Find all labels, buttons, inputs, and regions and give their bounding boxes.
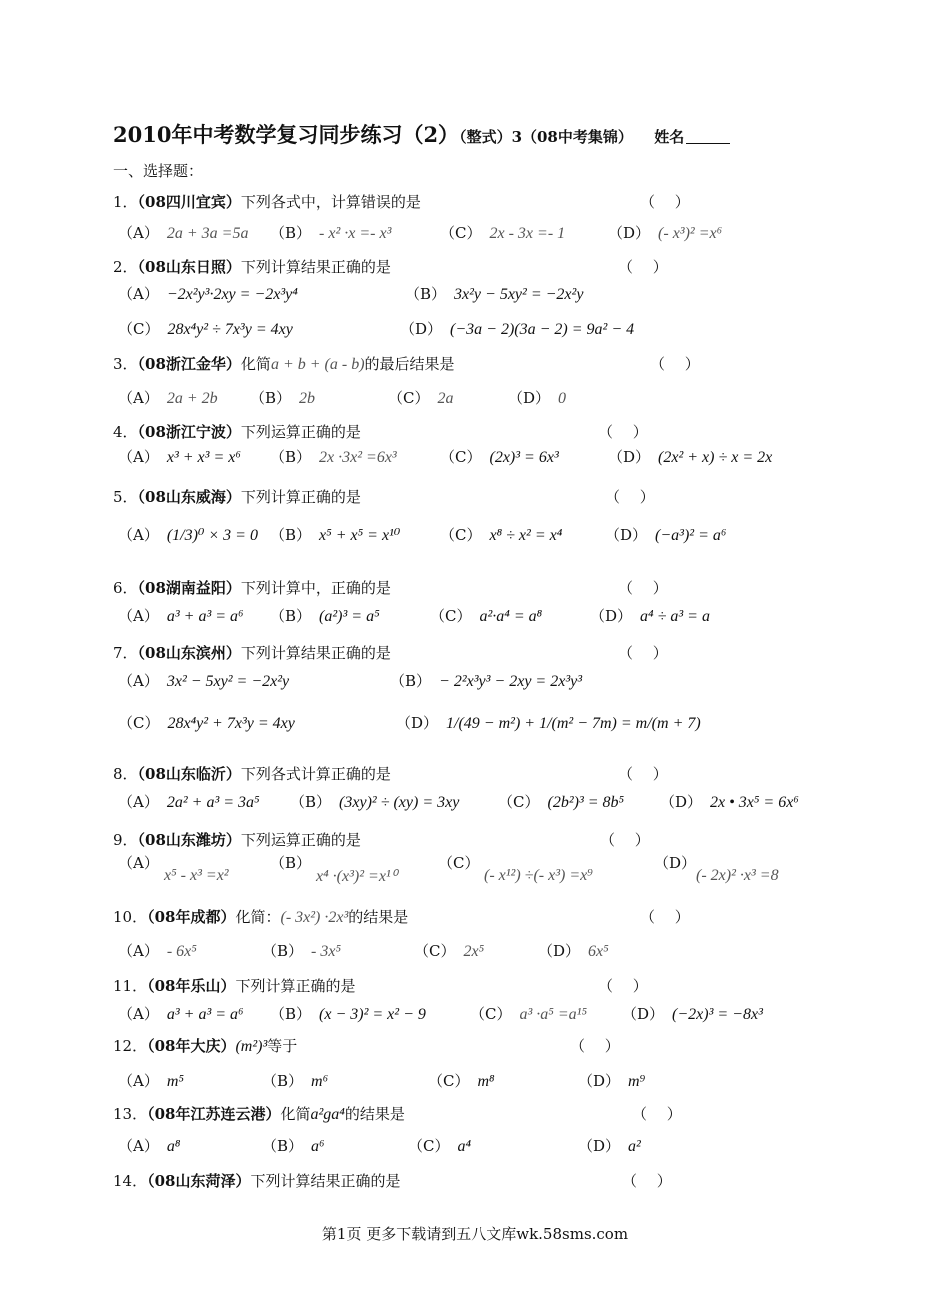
option-d: （D） (−3a − 2)(3a − 2) = 9a² − 4: [400, 320, 635, 338]
question-11: 11．（08年乐山）下列计算正确的是: [113, 977, 356, 995]
option-c: （C） a³ ·a⁵ =a¹⁵: [470, 1005, 587, 1023]
answer-paren: （ ）: [605, 488, 655, 506]
option-c: （C） 2x⁵: [414, 942, 485, 960]
option-c: （C） (2b²)³ = 8b⁵: [498, 793, 625, 811]
option-c: （C） m⁸: [428, 1072, 495, 1090]
answer-paren: （ ）: [618, 258, 668, 276]
answer-paren: （ ）: [650, 355, 700, 373]
option-d: （D）: [654, 854, 697, 872]
option-b: （B） − 2²x³y³ − 2xy = 2x³y³: [390, 672, 583, 690]
question-4: 4．（08浙江宁波）下列运算正确的是: [113, 423, 361, 441]
option-b: （B） (a²)³ = a⁵: [270, 607, 380, 625]
option-a: （A） a⁸: [118, 1137, 181, 1155]
answer-paren: （ ）: [618, 644, 668, 662]
name-blank-line: [686, 125, 730, 144]
option-d: （D） (2x² + x) ÷ x = 2x: [608, 448, 773, 466]
option-b-expr: x⁴ ·(x³)² =x¹⁰: [316, 868, 398, 885]
option-b: （B） 2x ·3x² =6x³: [270, 448, 397, 466]
answer-paren: （ ）: [570, 1037, 620, 1055]
title-main: 2010年中考数学复习同步练习（2）: [113, 122, 460, 147]
option-b: （B） 3x²y − 5xy² = −2x²y: [405, 285, 584, 303]
answer-paren: （ ）: [598, 423, 648, 441]
answer-paren: （ ）: [598, 977, 648, 995]
option-b: （B） - 3x⁵: [262, 942, 342, 960]
option-b: （B） 2b: [250, 389, 316, 407]
title-sub: （整式）3（08中考集锦）: [459, 128, 633, 146]
option-a: （A） −2x²y³·2xy = −2x³y⁴: [118, 285, 298, 303]
option-a: （A）: [118, 854, 159, 872]
answer-paren: （ ）: [632, 1105, 682, 1123]
question-12: 12．（08年大庆）(m²)³等于: [113, 1037, 298, 1055]
option-b: （B）: [270, 854, 312, 872]
question-5: 5．（08山东威海）下列计算正确的是: [113, 488, 361, 506]
option-d: （D） 2x • 3x⁵ = 6x⁶: [660, 793, 799, 811]
question-3: 3．（08浙江金华）化简a + b + (a - b)的最后结果是: [113, 355, 455, 373]
answer-paren: （ ）: [618, 765, 668, 783]
question-6: 6．（08湖南益阳）下列计算中，正确的是: [113, 579, 391, 597]
option-d: （D） a⁴ ÷ a³ = a: [590, 607, 710, 625]
option-a: （A） x³ + x³ = x⁶: [118, 448, 241, 466]
option-a: （A） 2a² + a³ = 3a⁵: [118, 793, 260, 811]
option-b: （B） (x − 3)² = x² − 9: [270, 1005, 426, 1023]
option-a: （A） (1/3)⁰ × 3 = 0: [118, 526, 258, 544]
option-a: （A） a³ + a³ = a⁶: [118, 607, 244, 625]
option-c-expr: (- x¹²) ÷(- x³) =x⁹: [484, 867, 593, 884]
option-b: （B） (3xy)² ÷ (xy) = 3xy: [290, 793, 460, 811]
option-c: （C）: [438, 854, 480, 872]
section-heading: 一、选择题：: [113, 162, 204, 180]
question-13: 13．（08年江苏连云港）化简a²ga⁴的结果是: [113, 1105, 405, 1123]
option-c: （C） 2x - 3x =- 1: [440, 224, 566, 242]
option-a: （A） 2a + 2b: [118, 389, 218, 407]
option-a: （A） - 6x⁵: [118, 942, 197, 960]
question-8: 8．（08山东临沂）下列各式计算正确的是: [113, 765, 391, 783]
answer-paren: （ ）: [618, 579, 668, 597]
answer-paren: （ ）: [600, 831, 650, 849]
option-d: （D） 1/(49 − m²) + 1/(m² − 7m) = m/(m + 7): [396, 714, 701, 732]
question-1: 1．（08四川宜宾）下列各式中，计算错误的是: [113, 193, 421, 211]
answer-paren: （ ）: [622, 1172, 672, 1190]
option-b: （B） - x² ·x =- x³: [270, 224, 392, 242]
question-10: 10．（08年成都）化简：(- 3x²) ·2x³的结果是: [113, 908, 409, 926]
option-b: （B） x⁵ + x⁵ = x¹⁰: [270, 526, 401, 544]
page-footer: 第1页 更多下载请到五八文库wk.58sms.com: [321, 1225, 629, 1243]
option-c: （C） x⁸ ÷ x² = x⁴: [440, 526, 563, 544]
option-a-expr: x⁵ - x³ =x²: [164, 867, 229, 884]
option-d-expr: (- 2x)² ·x³ =8: [696, 867, 779, 884]
option-d: （D） m⁹: [578, 1072, 646, 1090]
page-title: [113, 119, 730, 149]
option-a: （A） m⁵: [118, 1072, 184, 1090]
option-d: （D） 0: [508, 389, 567, 407]
option-c: （C） 2a: [388, 389, 454, 407]
question-7: 7．（08山东滨州）下列计算结果正确的是: [113, 644, 391, 662]
option-d: （D） (−2x)³ = −8x³: [622, 1005, 763, 1023]
option-c: （C） (2x)³ = 6x³: [440, 448, 559, 466]
option-d: （D） 6x⁵: [538, 942, 609, 960]
option-c: （C） a⁴: [408, 1137, 472, 1155]
option-d: （D） (- x³)² =x⁶: [608, 224, 723, 242]
answer-paren: （ ）: [640, 908, 690, 926]
answer-paren: （ ）: [640, 193, 690, 211]
option-c: （C） a²·a⁴ = a⁸: [430, 607, 543, 625]
option-c: （C） 28x⁴y² + 7x³y = 4xy: [118, 714, 295, 732]
option-b: （B） m⁶: [262, 1072, 329, 1090]
option-a: （A） 3x² − 5xy² = −2x²y: [118, 672, 290, 690]
option-b: （B） a⁶: [262, 1137, 325, 1155]
question-2: 2．（08山东日照）下列计算结果正确的是: [113, 258, 391, 276]
name-label: 姓名: [654, 128, 685, 146]
option-a: （A） 2a + 3a =5a: [118, 224, 249, 242]
option-d: （D） (−a³)² = a⁶: [605, 526, 727, 544]
option-d: （D） a²: [578, 1137, 641, 1155]
option-c: （C） 28x⁴y² ÷ 7x³y = 4xy: [118, 320, 293, 338]
question-14: 14．（08山东菏泽）下列计算结果正确的是: [113, 1172, 401, 1190]
option-a: （A） a³ + a³ = a⁶: [118, 1005, 244, 1023]
question-9: 9．（08山东潍坊）下列运算正确的是: [113, 831, 361, 849]
